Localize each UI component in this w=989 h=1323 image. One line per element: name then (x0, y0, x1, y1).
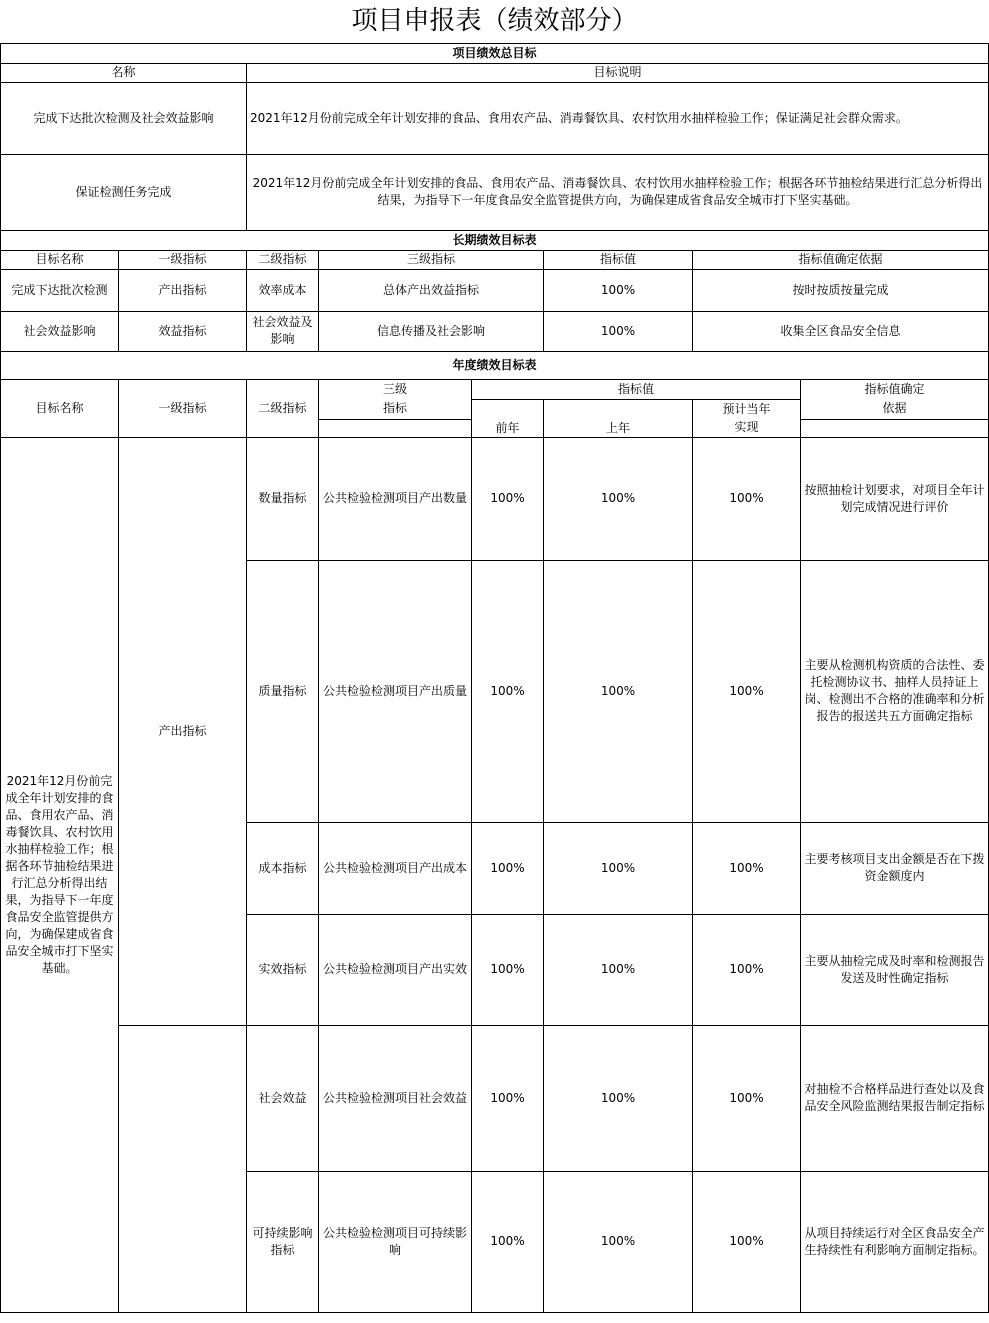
an-cell-last: 100% (544, 437, 693, 560)
lt-cell-level2: 社会效益及影响 (247, 311, 319, 351)
an-header-prev: 前年 (472, 399, 544, 437)
an-cell-basis: 对抽检不合格样品进行查处以及食品安全风险监测结果报告制定指标 (801, 1025, 989, 1171)
lt-cell-value: 100% (544, 269, 693, 311)
an-cell-est: 100% (693, 437, 801, 560)
an-target-description: 2021年12月份前完成全年计划安排的食品、食用农产品、消毒餐饮具、农村饮用水抽样检验工作；根据各环节抽检结果进行汇总分析得出结果，为指导下一年度食品安全监管提供方向，为确保建成省食品安全城市打下坚实基础。 (1, 437, 119, 1312)
overall-goal-desc: 2021年12月份前完成全年计划安排的食品、食用农产品、消毒餐饮具、农村饮用水抽样检验工作；保证满足社会群众需求。 (247, 82, 989, 154)
an-header-level1: 一级指标 (119, 379, 247, 437)
lt-header-target: 目标名称 (1, 250, 119, 269)
lt-cell-value: 100% (544, 311, 693, 351)
overall-goal-desc: 2021年12月份前完成全年计划安排的食品、食用农产品、消毒餐饮具、农村饮用水抽样检验工作；根据各环节抽检结果进行汇总分析得出结果，为指导下一年度食品安全监管提供方向，为确保建成省食品安全城市打下坚实基础。 (247, 154, 989, 230)
lt-header-value: 指标值 (544, 250, 693, 269)
an-cell-last: 100% (544, 822, 693, 914)
lt-cell-basis: 按时按质按量完成 (693, 269, 989, 311)
an-cell-prev: 100% (472, 560, 544, 822)
lt-header-basis: 指标值确定依据 (693, 250, 989, 269)
an-cell-prev: 100% (472, 822, 544, 914)
an-cell-level3: 公共检验检测项目可持续影响 (319, 1171, 472, 1312)
an-cell-est: 100% (693, 1171, 801, 1312)
lt-cell-level1: 产出指标 (119, 269, 247, 311)
an-cell-prev: 100% (472, 914, 544, 1025)
an-cell-est: 100% (693, 914, 801, 1025)
an-cell-prev: 100% (472, 437, 544, 560)
an-level1-benefit-blank (119, 1025, 247, 1312)
an-cell-level3: 公共检验检测项目产出数量 (319, 437, 472, 560)
an-cell-last: 100% (544, 1025, 693, 1171)
overall-goal-name: 保证检测任务完成 (1, 154, 247, 230)
an-header-level3-top: 三级 (319, 379, 472, 399)
overall-goal-name: 完成下达批次检测及社会效益影响 (1, 82, 247, 154)
an-cell-basis: 主要考核项目支出金额是否在下拨资金额度内 (801, 822, 989, 914)
an-cell-prev: 100% (472, 1171, 544, 1312)
lt-cell-target: 完成下达批次检测 (1, 269, 119, 311)
an-header-est-top: 预计当年 (693, 399, 801, 419)
an-cell-level2: 质量指标 (247, 560, 319, 822)
an-cell-est: 100% (693, 1025, 801, 1171)
an-header-level3-blank (319, 419, 472, 437)
an-cell-level3: 公共检验检测项目产出质量 (319, 560, 472, 822)
an-header-basis-top: 指标值确定 (801, 379, 989, 399)
lt-header-level2: 二级指标 (247, 250, 319, 269)
an-cell-level3: 公共检验检测项目社会效益 (319, 1025, 472, 1171)
lt-header-level3: 三级指标 (319, 250, 544, 269)
lt-cell-basis: 收集全区食品安全信息 (693, 311, 989, 351)
an-cell-level3: 公共检验检测项目产出成本 (319, 822, 472, 914)
an-cell-last: 100% (544, 560, 693, 822)
an-cell-basis: 主要从抽检完成及时率和检测报告发送及时性确定指标 (801, 914, 989, 1025)
an-cell-basis: 主要从检测机构资质的合法性、委托检测协议书、抽样人员持证上岗、检测出不合格的准确率和分析报告的报送共五方面确定指标 (801, 560, 989, 822)
an-cell-last: 100% (544, 914, 693, 1025)
lt-cell-level3: 信息传播及社会影响 (319, 311, 544, 351)
col-header-desc: 目标说明 (247, 63, 989, 82)
section-heading-overall: 项目绩效总目标 (1, 43, 989, 63)
an-cell-basis: 按照抽检计划要求，对项目全年计划完成情况进行评价 (801, 437, 989, 560)
an-header-level2: 二级指标 (247, 379, 319, 437)
an-cell-est: 100% (693, 560, 801, 822)
an-cell-prev: 100% (472, 1025, 544, 1171)
an-header-basis-bottom: 依据 (801, 399, 989, 419)
an-cell-last: 100% (544, 1171, 693, 1312)
an-cell-level2: 可持续影响指标 (247, 1171, 319, 1312)
an-cell-level2: 实效指标 (247, 914, 319, 1025)
lt-cell-level2: 效率成本 (247, 269, 319, 311)
an-header-basis-blank (801, 419, 989, 437)
an-cell-basis: 从项目持续运行对全区食品安全产生持续性有利影响方面制定指标。 (801, 1171, 989, 1312)
col-header-name: 名称 (1, 63, 247, 82)
lt-cell-level3: 总体产出效益指标 (319, 269, 544, 311)
an-level1-output: 产出指标 (119, 437, 247, 1025)
an-cell-level2: 数量指标 (247, 437, 319, 560)
section-heading-annual: 年度绩效目标表 (1, 351, 989, 379)
section-heading-longterm: 长期绩效目标表 (1, 230, 989, 250)
an-header-level3-bottom: 指标 (319, 399, 472, 419)
an-cell-est: 100% (693, 822, 801, 914)
an-header-target: 目标名称 (1, 379, 119, 437)
an-header-value: 指标值 (472, 379, 801, 399)
lt-cell-target: 社会效益影响 (1, 311, 119, 351)
an-header-est-bottom: 实现 (693, 419, 801, 437)
page-title: 项目申报表（绩效部分） (1, 0, 989, 43)
lt-cell-level1: 效益指标 (119, 311, 247, 351)
lt-header-level1: 一级指标 (119, 250, 247, 269)
an-cell-level2: 成本指标 (247, 822, 319, 914)
an-cell-level2: 社会效益 (247, 1025, 319, 1171)
an-cell-level3: 公共检验检测项目产出实效 (319, 914, 472, 1025)
an-header-last: 上年 (544, 399, 693, 437)
